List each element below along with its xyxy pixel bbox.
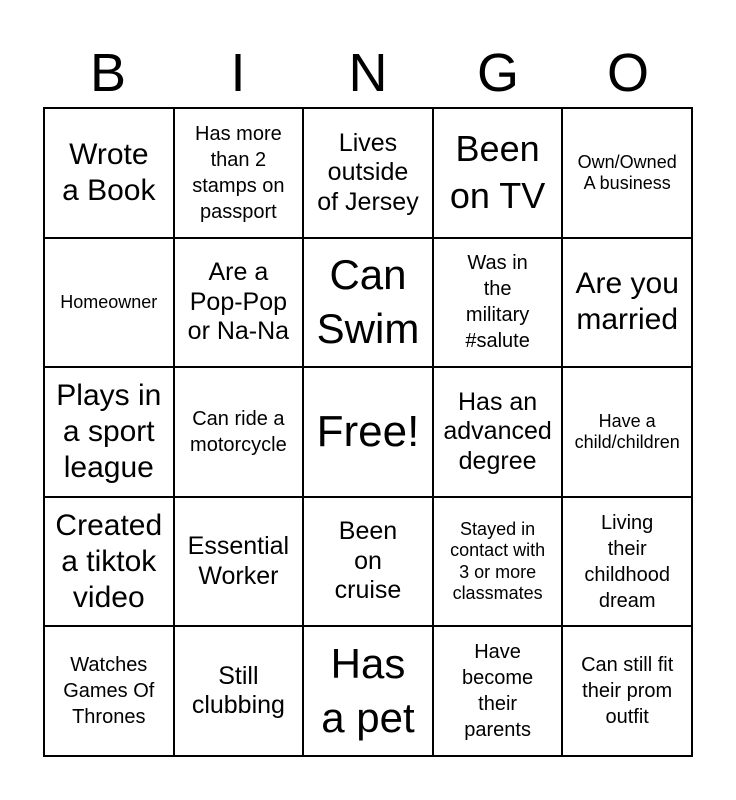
header-letter-g: G <box>476 43 519 103</box>
bingo-cell[interactable]: Have a child/children <box>562 367 692 497</box>
bingo-board <box>43 107 693 757</box>
bingo-cell[interactable]: Living their childhood dream <box>562 497 692 627</box>
bingo-cell[interactable]: Own/Owned A business <box>562 108 692 238</box>
bingo-cell[interactable]: Wrote a Book <box>44 108 174 238</box>
bingo-cell[interactable]: Been on cruise <box>303 497 433 627</box>
bingo-cell[interactable]: Been on TV <box>433 108 563 238</box>
bingo-header <box>43 38 693 108</box>
header-letter-i: I <box>230 43 246 103</box>
bingo-cell[interactable]: Lives outside of Jersey <box>303 108 433 238</box>
bingo-cell[interactable]: Can still fit their prom outfit <box>562 626 692 756</box>
bingo-cell[interactable]: Stayed in contact with 3 or more classmates <box>433 497 563 627</box>
bingo-cell[interactable]: Watches Games Of Thrones <box>44 626 174 756</box>
bingo-cell[interactable]: Was in the military #salute <box>433 238 563 368</box>
bingo-cell[interactable]: Are you married <box>562 238 692 368</box>
header-letter-b: B <box>89 43 127 103</box>
free-space-cell[interactable]: Free! <box>303 367 433 497</box>
header-letter-n: N <box>348 43 388 103</box>
bingo-cell[interactable]: Homeowner <box>44 238 174 368</box>
header-letter-o: O <box>606 43 649 103</box>
bingo-cell[interactable]: Has more than 2 stamps on passport <box>174 108 304 238</box>
bingo-cell[interactable]: Created a tiktok video <box>44 497 174 627</box>
bingo-cell[interactable]: Are a Pop-Pop or Na-Na <box>174 238 304 368</box>
bingo-cell[interactable]: Essential Worker <box>174 497 304 627</box>
bingo-cell[interactable]: Has an advanced degree <box>433 367 563 497</box>
bingo-cell[interactable]: Has a pet <box>303 626 433 756</box>
bingo-cell[interactable]: Can ride a motorcycle <box>174 367 304 497</box>
bingo-cell[interactable]: Still clubbing <box>174 626 304 756</box>
bingo-cell[interactable]: Can Swim <box>303 238 433 368</box>
bingo-cell[interactable]: Have become their parents <box>433 626 563 756</box>
bingo-cell[interactable]: Plays in a sport league <box>44 367 174 497</box>
